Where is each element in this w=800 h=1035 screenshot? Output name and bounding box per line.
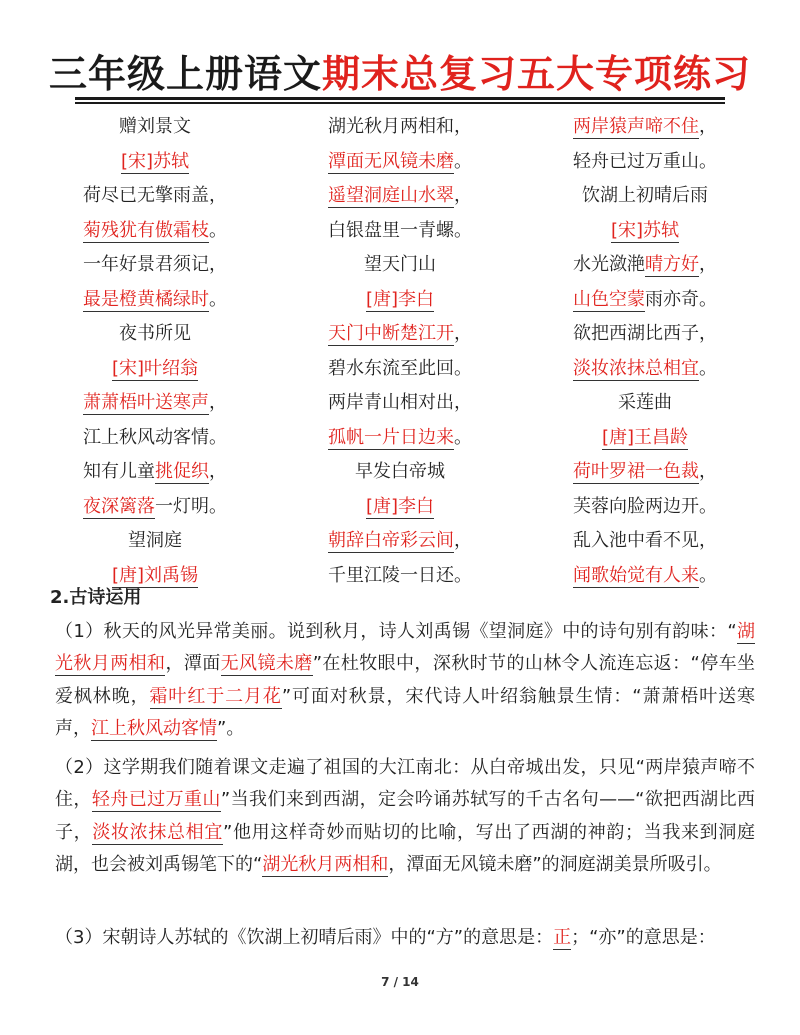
poem-line bbox=[35, 490, 275, 525]
poem-line bbox=[35, 179, 275, 214]
poem-line bbox=[35, 455, 275, 490]
answer-text: 湖光秋月两相和 bbox=[262, 854, 389, 876]
poem-line bbox=[35, 421, 275, 456]
answer-text: 菊残犹有傲霜枝 bbox=[83, 219, 209, 241]
poem-text: 。 bbox=[209, 288, 227, 310]
answer-text: [唐]李白 bbox=[365, 495, 435, 517]
poem-text: ， bbox=[699, 461, 717, 482]
answer-text: 两岸猿声啼不住 bbox=[573, 116, 699, 137]
poem-text: 碧水东流至此回。 bbox=[328, 357, 472, 379]
answer-text: 淡妆浓抹总相宜 bbox=[573, 357, 699, 379]
answer-text: 潭面无风镜未磨 bbox=[328, 150, 454, 172]
poem-text: 一年好景君须记， bbox=[83, 254, 227, 275]
page-number: 7 / 14 bbox=[381, 975, 419, 989]
poem-line bbox=[35, 145, 275, 180]
answer-text: [宋]苏轼 bbox=[120, 150, 190, 172]
answer-text: 晴方好 bbox=[645, 254, 699, 275]
poem-line bbox=[525, 455, 765, 490]
poem-text: 芙蓉向脸两边开。 bbox=[573, 495, 717, 517]
poem-line bbox=[35, 110, 275, 145]
answer-text: [宋]叶绍翁 bbox=[111, 357, 199, 379]
poem-line bbox=[525, 110, 765, 145]
answer-text: 霜叶红于二月花 bbox=[149, 685, 282, 707]
poem-column-2 bbox=[280, 110, 520, 593]
poem-text: 采莲曲 bbox=[618, 392, 672, 413]
poem-text: 。 bbox=[209, 219, 227, 241]
title-underline bbox=[75, 97, 725, 100]
poem-line bbox=[280, 214, 520, 249]
poem-line bbox=[280, 110, 520, 145]
poem-column-3 bbox=[525, 110, 765, 593]
poem-line bbox=[525, 145, 765, 180]
poem-line bbox=[280, 421, 520, 456]
answer-text: 萧萧梧叶送寒声 bbox=[83, 392, 209, 413]
poem-line bbox=[525, 490, 765, 525]
paragraph-1 bbox=[55, 616, 755, 746]
poem-line bbox=[35, 524, 275, 559]
poem-line bbox=[525, 386, 765, 421]
answer-text: 轻舟已过万重山 bbox=[91, 789, 221, 811]
poem-text: ， bbox=[454, 185, 472, 206]
paragraph-text: ；“亦”的意思是： bbox=[571, 927, 716, 948]
poem-text: 早发白帝城 bbox=[355, 461, 445, 482]
poem-text: 望天门山 bbox=[364, 254, 436, 275]
poem-text: 千里江陵一日还。 bbox=[328, 564, 472, 586]
poem-text: 乱入池中看不见， bbox=[573, 530, 717, 551]
answer-text: [唐]李白 bbox=[365, 288, 435, 310]
poem-text: 湖光秋月两相和， bbox=[328, 116, 472, 137]
poem-text: 雨亦奇。 bbox=[645, 288, 717, 310]
poem-text: 知有儿童 bbox=[83, 461, 155, 482]
poem-line bbox=[280, 559, 520, 594]
poem-text: 一灯明。 bbox=[155, 495, 227, 517]
title-underline-thin bbox=[75, 102, 725, 104]
poem-line bbox=[280, 283, 520, 318]
poem-line bbox=[280, 179, 520, 214]
paragraph-3 bbox=[55, 922, 755, 954]
poem-line bbox=[280, 455, 520, 490]
poem-line bbox=[280, 386, 520, 421]
poem-text: 欲把西湖比西子， bbox=[573, 323, 717, 344]
poem-text: 两岸青山相对出， bbox=[328, 392, 472, 413]
poem-line bbox=[280, 145, 520, 180]
poem-line bbox=[525, 179, 765, 214]
poem-text: 江上秋风动客情。 bbox=[83, 426, 227, 448]
title-red-part: 期末总复习五大专项练习 bbox=[322, 52, 752, 96]
paragraph-text: （3）宋朝诗人苏轼的《饮湖上初晴后雨》中的“方”的意思是： bbox=[55, 927, 554, 948]
poem-line bbox=[35, 352, 275, 387]
poem-line bbox=[280, 317, 520, 352]
paragraph-text: ，潭面 bbox=[165, 653, 221, 675]
paragraph-text: ，潭面无风镜未磨”的洞庭湖美景所吸引。 bbox=[388, 854, 722, 876]
poem-text: 轻舟已过万重山。 bbox=[573, 150, 717, 172]
answer-text: 孤帆一片日边来 bbox=[328, 426, 454, 448]
poem-line bbox=[280, 248, 520, 283]
title-black-part: 三年级上册语文 bbox=[48, 52, 322, 96]
answer-text: 挑促织 bbox=[155, 461, 209, 482]
page-title bbox=[0, 50, 800, 98]
poem-text: 饮湖上初晴后雨 bbox=[582, 185, 708, 206]
poem-line bbox=[280, 524, 520, 559]
poem-line bbox=[35, 386, 275, 421]
poem-text: ， bbox=[209, 392, 227, 413]
paragraph-text: ”。 bbox=[217, 718, 245, 740]
poem-line bbox=[280, 352, 520, 387]
answer-text: 湖光秋月两相和 bbox=[55, 621, 756, 675]
section-heading: 2.古诗运用 bbox=[50, 587, 142, 608]
poem-line bbox=[525, 283, 765, 318]
poem-text: 。 bbox=[699, 357, 717, 379]
answer-text: 朝辞白帝彩云间 bbox=[328, 530, 454, 551]
poem-line bbox=[35, 317, 275, 352]
poem-text: 水光潋滟 bbox=[573, 254, 645, 275]
paragraph-text: （1）秋天的风光异常美丽。说到秋月，诗人刘禹锡《望洞庭》中的诗句别有韵味：“ bbox=[55, 621, 737, 642]
answer-text: [唐]王昌龄 bbox=[601, 426, 689, 448]
poem-text: 赠刘景文 bbox=[119, 116, 191, 137]
paragraph-text: ”他用这样奇妙而贴切的比喻，写出了西湖的神韵；当我来到洞庭湖，也会被刘禹锡笔下的“ bbox=[55, 821, 756, 876]
answer-text: 天门中断楚江开 bbox=[328, 323, 454, 344]
poem-line bbox=[525, 524, 765, 559]
poem-text: 望洞庭 bbox=[128, 530, 182, 551]
answer-text: 山色空蒙 bbox=[573, 288, 645, 310]
answer-text: 闻歌始觉有人来 bbox=[573, 564, 699, 586]
poem-text: 荷尽已无擎雨盖， bbox=[83, 185, 227, 206]
poem-text: ， bbox=[699, 254, 717, 275]
answer-text: 江上秋风动客情 bbox=[91, 718, 217, 740]
paragraph-text: （2）这学期我们随着课文走遍了祖国的大江南北：从白帝城出发，只见“两岸猿声啼不住， bbox=[55, 757, 755, 811]
poem-text: ， bbox=[209, 461, 227, 482]
answer-text: 最是橙黄橘绿时 bbox=[83, 288, 209, 310]
poem-line bbox=[525, 352, 765, 387]
poem-column-1 bbox=[35, 110, 275, 593]
paragraph-text: ”可面对秋景，宋代诗人叶绍翁触景生情：“萧萧梧叶送寒声， bbox=[55, 685, 756, 740]
poem-text: 。 bbox=[454, 150, 472, 172]
paragraph-text: ”在杜牧眼中，深秋时节的山林令人流连忘返：“停车坐爱枫林晚， bbox=[55, 653, 756, 707]
poem-line bbox=[525, 214, 765, 249]
answer-text: 遥望洞庭山水翠 bbox=[328, 185, 454, 206]
paragraph-text: ”当我们来到西湖，定会吟诵苏轼写的千古名句——“欲把西湖比西子， bbox=[55, 789, 755, 843]
poem-text: ， bbox=[454, 323, 472, 344]
answer-text: [唐]刘禹锡 bbox=[111, 564, 199, 586]
poem-line bbox=[525, 317, 765, 352]
answer-text: 荷叶罗裙一色裁 bbox=[573, 461, 699, 482]
poem-text: ， bbox=[454, 530, 472, 551]
poem-line bbox=[280, 490, 520, 525]
paragraph-2 bbox=[55, 752, 755, 882]
poem-line bbox=[35, 283, 275, 318]
poem-line bbox=[525, 421, 765, 456]
poem-line bbox=[35, 214, 275, 249]
answer-text: 无风镜未磨 bbox=[220, 653, 313, 675]
poem-line bbox=[525, 248, 765, 283]
poem-text: 。 bbox=[699, 564, 717, 586]
poem-text: 夜书所见 bbox=[119, 323, 191, 344]
answer-text: 淡妆浓抹总相宜 bbox=[92, 821, 224, 843]
poem-line bbox=[525, 559, 765, 594]
poem-line bbox=[35, 248, 275, 283]
answer-text: 夜深篱落 bbox=[83, 495, 155, 517]
poem-text: 白银盘里一青螺。 bbox=[328, 219, 472, 241]
answer-text: 正 bbox=[553, 927, 572, 948]
answer-text: [宋]苏轼 bbox=[610, 219, 680, 241]
poem-text: 。 bbox=[454, 426, 472, 448]
poem-text: ， bbox=[699, 116, 717, 137]
